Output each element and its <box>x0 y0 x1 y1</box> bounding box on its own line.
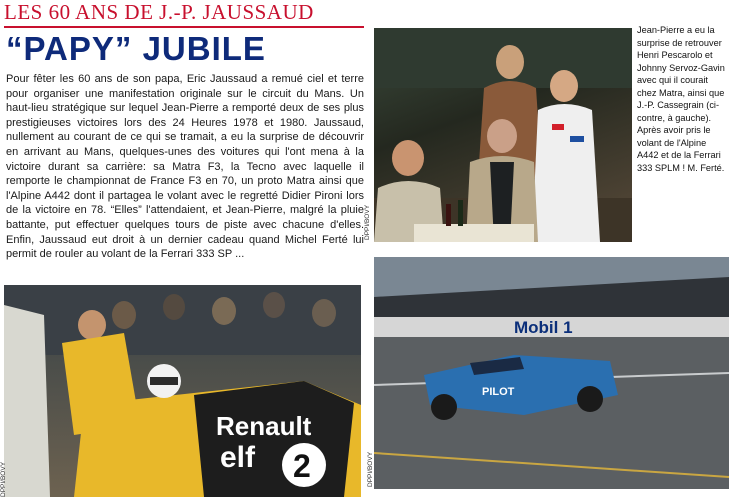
mobil-banner-text: Mobil 1 <box>514 318 573 337</box>
caption-text: Jean-Pierre a eu la surprise de retrouver Henri Pescarolo et Johnny Servoz-Gavin avec qui il courait chez Matra, ainsi que J.-P. Cassegrain (ci-contre, à gauche). Après avoir pris le volant de l'Alpine A442 et de la Ferrari 333 SPLM ! M. Ferté. <box>637 25 725 173</box>
article-headline: “PAPY” JUBILE <box>6 30 266 67</box>
photo-alpine-illustration <box>4 285 361 497</box>
photo-credit-alpine: DPPI/BOVY <box>0 461 7 497</box>
car-renault-text: Renault <box>216 411 312 441</box>
photo-caption <box>637 24 729 254</box>
car-pilot-logo: PILOT <box>482 386 515 398</box>
photo-credit-ferrari: DPPI/BOVY <box>367 451 374 487</box>
photo-ferrari-illustration <box>374 257 729 489</box>
article-body: Pour fêter les 60 ans de son papa, Eric Jaussaud a remué ciel et terre pour organiser une manifestation originale sur le circuit du Mans. Un haut-lieu stratégique sur lequel Jean-Pierre a remporté deux de ses plus prestigieuses victoires lors des 24 Heures 1978 et 1980. Jaussaud, nullement au courant de ce qui se tramait, a eu la surprise de découvrir en arrivant au Mans, quelques-unes des voitures qui l'ont mena à la victoire durant sa carrière: sa Matra F3, la Tecno avec laquelle il remporte le championnat de France F3 en 70, un proto Matra ainsi que l'Alpine A442 dont il partagea le volant avec le regretté Didier Pironi lors de la victoire en 78. “Elles” l'attendaient, et Jean-Pierre, malgré la pluie battante, put effectuer quelques tours de piste avec chacune d'elles. Enfin, Jaussaud eut droit à un dernier cadeau quand Michel Ferté lui permit de rouler au volant de la Ferrari 333 SP ... <box>6 73 364 261</box>
photo-credit-reunion: DPPI/BOVY <box>364 204 371 240</box>
photo-reunion <box>374 28 632 242</box>
car-elf-logo: elf <box>220 441 256 474</box>
photo-alpine-a442 <box>4 285 361 497</box>
photo-reunion-illustration <box>374 28 632 242</box>
car-number: 2 <box>293 448 311 484</box>
photo-ferrari-333 <box>374 257 729 489</box>
article-kicker: LES 60 ANS DE J.-P. JAUSSAUD <box>4 0 364 28</box>
